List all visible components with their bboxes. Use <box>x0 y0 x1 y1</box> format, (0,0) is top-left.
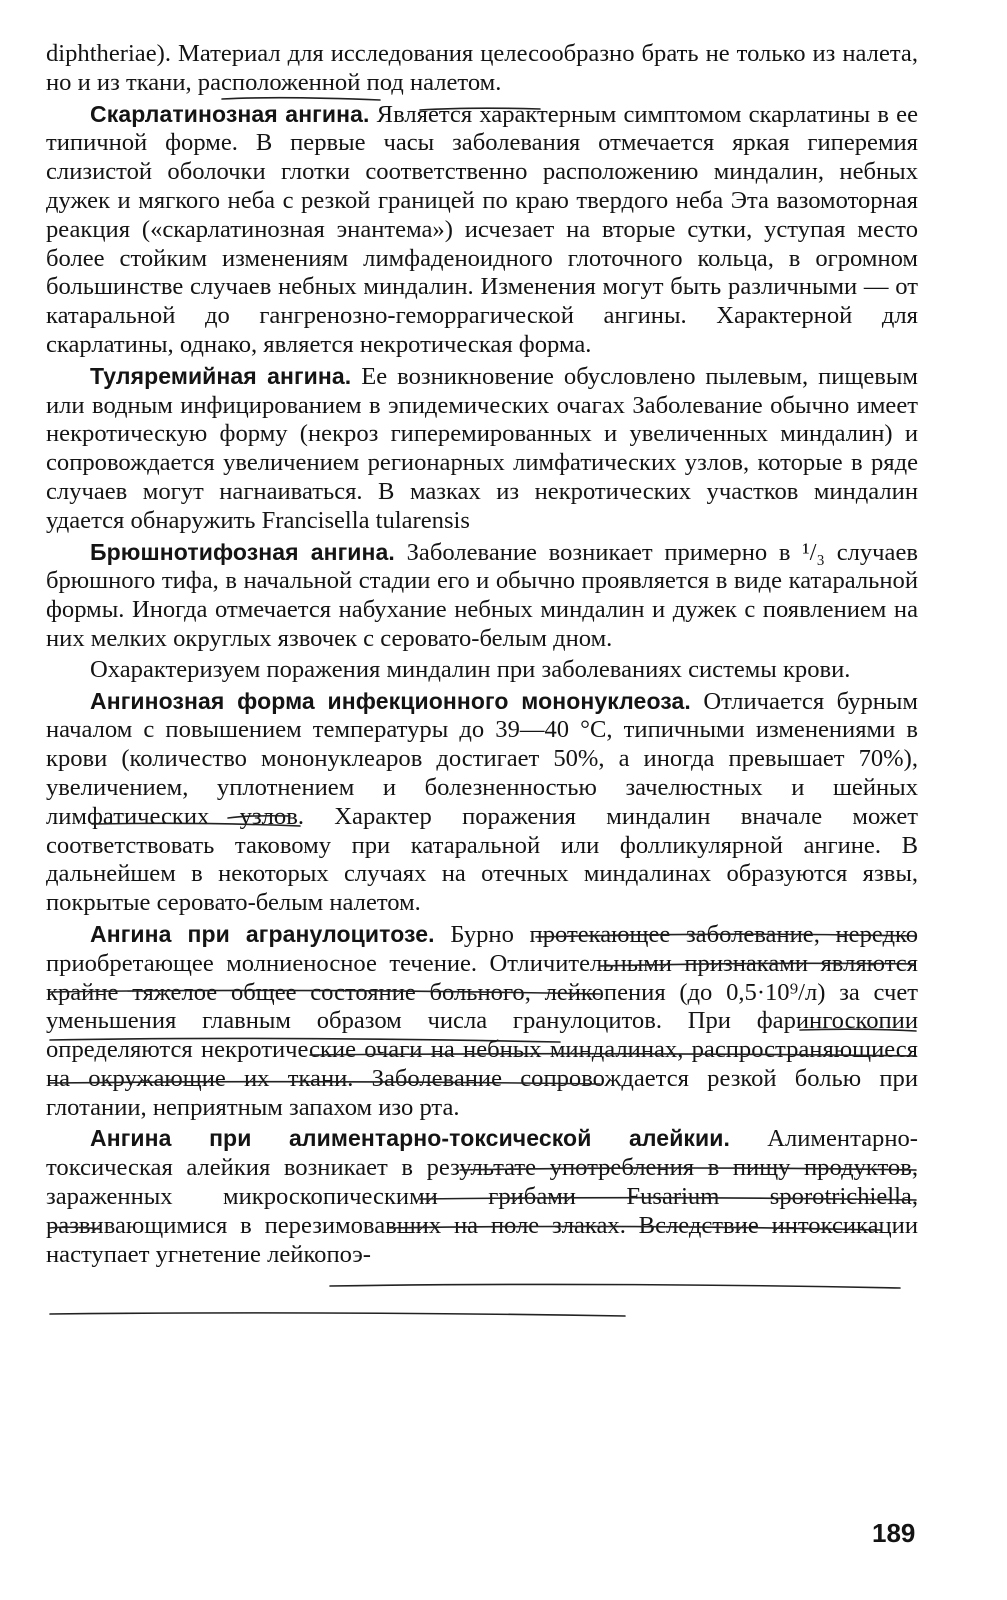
section-heading: Ангина при агранулоцитозе. <box>90 920 435 947</box>
paragraph-alimentary-aleukia-angina <box>46 1124 918 1269</box>
pen-underline <box>330 1284 900 1288</box>
paragraph-agranulocytosis-angina <box>46 920 918 1123</box>
paragraph-text: Заболевание возникает примерно в ¹/₃ случаев брюшного тифа, в начальной стадии его и обычно проявляется в виде катаральной формы. Иногда отмечается набухание небных миндалин и дужек с появлением на них мелких округлых язвочек с серовато-белым дном. <box>46 538 918 652</box>
paragraph-tularemia-angina <box>46 362 918 536</box>
page-body <box>46 40 918 1271</box>
paragraph-text: diphtheriae). Материал для исследования целесообразно брать не только из налета, но и из ткани, расположенной под налетом. <box>46 40 918 96</box>
paragraph-scarlet-fever-angina <box>46 100 918 360</box>
section-heading: Ангинозная форма инфекционного мононуклеоза. <box>90 687 691 714</box>
section-heading: Ангина при алиментарно-токсической алейкии. <box>90 1125 731 1152</box>
page-number: 189 <box>872 1518 916 1548</box>
paragraph-text: Бурно протекающее заболевание, нередко приобретающее молниеносное течение. Отличительными признаками являются крайне тяжелое общее состояние больного, лейкопения (до 0,5·10⁹/л) за счет уменьшения главным образом числа гранулоцитов. При фарингоскопии определяются некротические очаги на небных миндалинах, распространяющиеся на окружающие их ткани. Заболевание сопровождается резкой болью при глотании, неприятным запахом изо рта. <box>46 920 918 1121</box>
pen-underline <box>50 1313 625 1316</box>
paragraph-diphtheria-continuation <box>46 40 918 98</box>
paragraph-text: Является характерным симптомом скарлатины в ее типичной форме. В первые часы заболевания отмечается яркая гиперемия слизистой оболочки глотки соответственно расположению миндалин, небных дужек и мягкого неба с резкой границей по краю твердого неба Эта вазомоторная реакция («скарлатинозная энантема») исчезает на вторые сутки, уступая место более стойким изменениям лимфаденоидного глоточного кольца, в огромном большинстве случаев небных миндалин. Изменения могут быть различными — от катаральной до гангренозно-геморрагической ангины. Характерной для скарлатины, однако, является некротическая форма. <box>46 100 918 358</box>
paragraph-text: Алиментарно-токсическая алейкия возникает в результате употребления в пищу продуктов, зараженных микроскопическими грибами Fusarium sporotrichiella, развивающимися в перезимовавших на поле злаках. Вследствие интоксикации наступает угнетение лейкопоэ- <box>46 1125 918 1268</box>
section-heading: Скарлатинозная ангина. <box>90 100 370 127</box>
section-heading: Брюшнотифозная ангина. <box>90 538 395 565</box>
paragraph-text: Ее возникновение обусловлено пылевым, пищевым или водным инфицированием в эпидемических очагах Заболевание обычно имеет некротическую форму (некроз гиперемированных и увеличенных миндалин) и сопровождается увеличением регионарных лимфатических узлов, которые в ряде случаев могут нагнаиваться. В мазках из некротических участков миндалин удается обнаружить Francisella tularensis <box>46 362 918 534</box>
paragraph-blood-diseases-intro <box>46 656 918 685</box>
paragraph-text: Охарактеризуем поражения миндалин при заболеваниях системы крови. <box>90 655 851 683</box>
paragraph-mononucleosis-angina <box>46 687 918 918</box>
paragraph-text: Отличается бурным началом с повышением температуры до 39—40 °С, типичными изменениями в крови (количество мононуклеаров достигает 50%, а иногда превышает 70%), увеличением, уплотнением и болезненностью зачелюстных и шейных лимфатических узлов. Характер поражения миндалин вначале может соответствовать таковому при катаральной или фолликулярной ангине. В дальнейшем в некоторых случаях на отечных миндалинах образуются язвы, покрытые серовато-белым налетом. <box>46 687 918 917</box>
paragraph-typhoid-angina <box>46 538 918 654</box>
section-heading: Туляремийная ангина. <box>90 362 352 389</box>
